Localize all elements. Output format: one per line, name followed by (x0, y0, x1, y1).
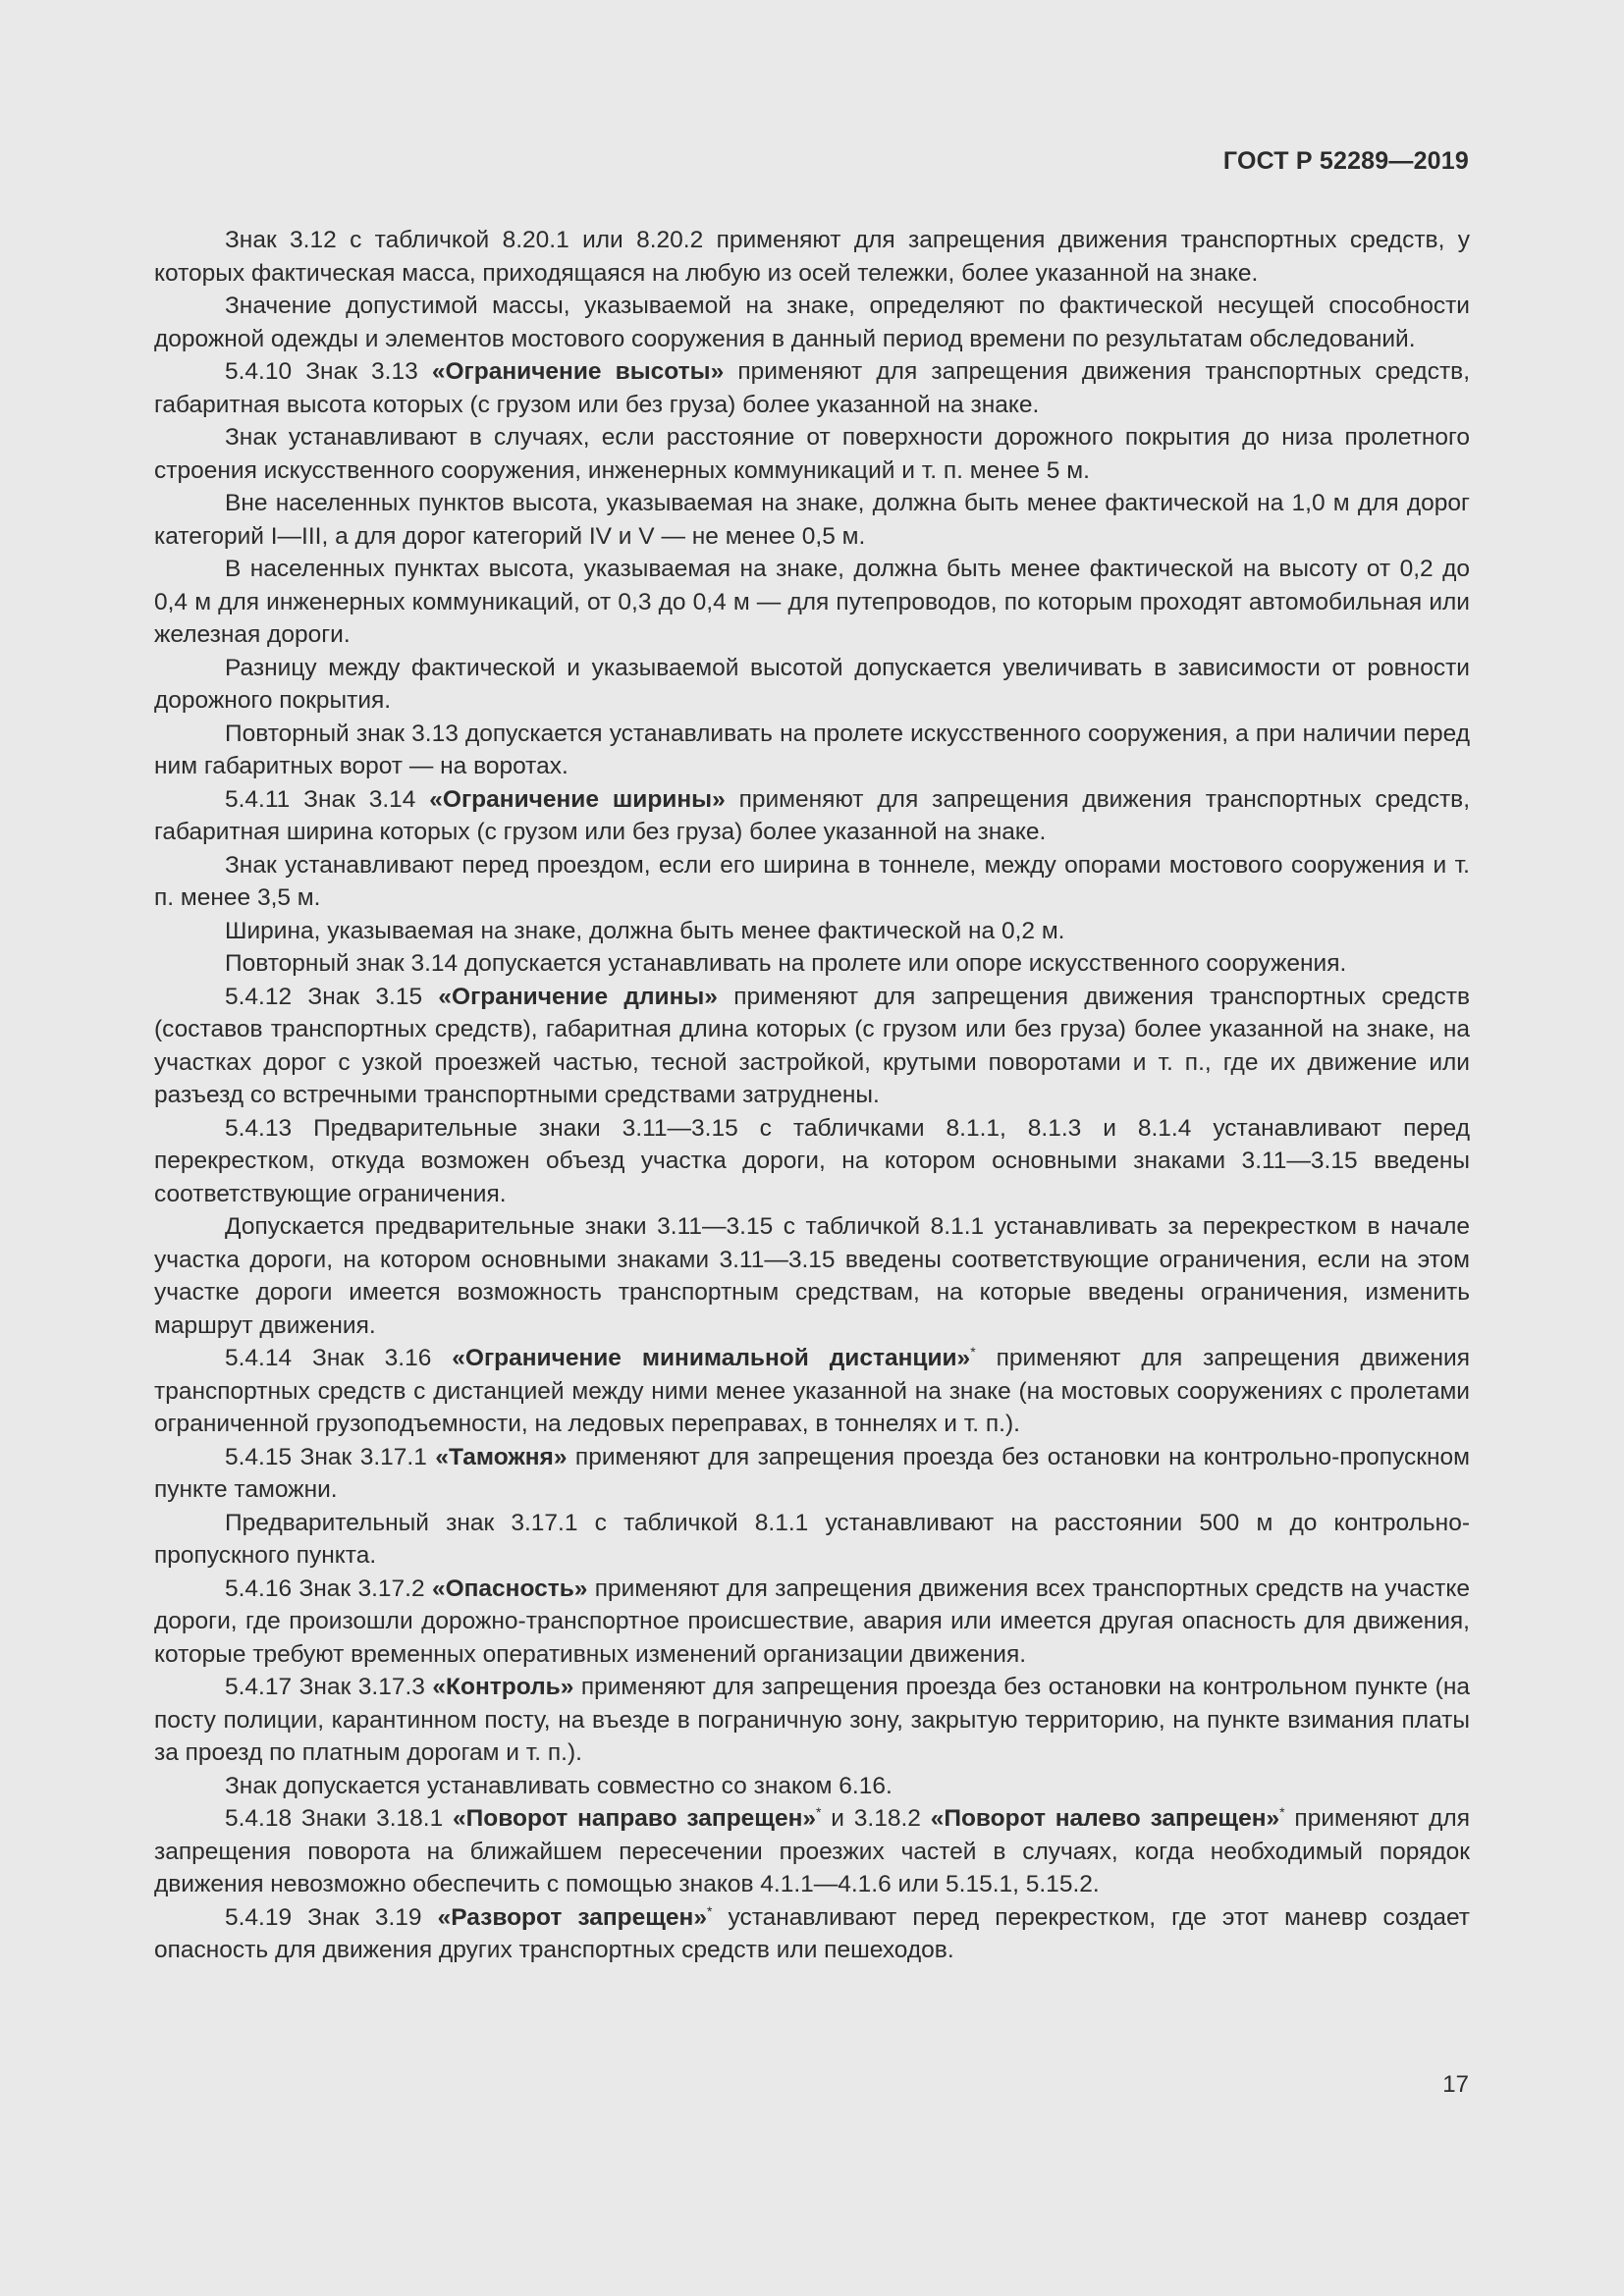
paragraph-text: применяют для запрещения движения транспортных средств (составов транспортных средств), габаритная длина которых (с грузом или без груза) более указанной на знаке, на участках дорог с узкой проезжей частью, тесной застройкой, крутыми поворотами и т. п., где их движение или разъезд со встречными транспортными средствами затруднены. (154, 983, 1470, 1108)
body-paragraph (154, 783, 1470, 849)
sign-name: «Ограничение ширины» (429, 785, 726, 813)
footnote-marker: * (1279, 1803, 1285, 1820)
sign-name: «Ограничение минимальной дистанции» (452, 1345, 971, 1371)
body-paragraph (154, 718, 1470, 783)
body-paragraph (154, 1901, 1470, 1967)
body-paragraph (154, 1210, 1470, 1342)
paragraph-text: устанавливают перед перекрестком, где этот маневр создает опасность для движения других транспортных средств или пешеходов. (154, 1903, 1471, 1963)
paragraph-text: и 3.18.2 (821, 1805, 931, 1832)
page-number: 17 (1442, 2071, 1469, 2098)
body-paragraph (154, 421, 1470, 487)
paragraph-text: Знак устанавливают перед проездом, если его ширина в тоннеле, между опорами мостового сооружения и т. п. менее 3,5 м. (154, 851, 1470, 911)
sign-name: «Поворот налево запрещен» (930, 1805, 1280, 1832)
footnote-marker: * (816, 1803, 822, 1820)
paragraph-text: 5.4.11 Знак 3.14 (225, 785, 430, 813)
document-body (154, 224, 1470, 1967)
body-paragraph (154, 652, 1470, 718)
paragraph-text: применяют для запрещения поворота на ближайшем пересечении проезжих частей в случаях, когда необходимый порядок движения невозможно обеспечить с помощью знаков 4.1.1—4.1.6 или 5.15.1, 5.15.2. (154, 1805, 1470, 1897)
sign-name: «Ограничение высоты» (431, 358, 725, 385)
paragraph-text: 5.4.13 Предварительные знаки 3.11—3.15 с табличками 8.1.1, 8.1.3 и 8.1.4 устанавливают перед перекрестком, откуда возможен объезд участка дороги, на котором основными знаками 3.11—3.15 введены соответствующие ограничения. (154, 1114, 1470, 1207)
paragraph-text: применяют для запрещения движения всех транспортных средств на участке дороги, где произошли дорожно-транспортное происшествие, авария или имеется другая опасность для движения, которые требуют временных оперативных изменений организации движения. (154, 1575, 1470, 1668)
sign-name: «Таможня» (435, 1443, 568, 1470)
footnote-marker: * (706, 1902, 713, 1919)
paragraph-text: Вне населенных пунктов высота, указываемая на знаке, должна быть менее фактической на 1,0 м для дорог категорий I—III, а для дорог категорий IV и V — не менее 0,5 м. (154, 490, 1470, 550)
footnote-marker: * (970, 1343, 976, 1360)
paragraph-text: 5.4.14 Знак 3.16 (225, 1345, 453, 1371)
paragraph-text: 5.4.16 Знак 3.17.2 (225, 1575, 432, 1602)
sign-name: «Разворот запрещен» (437, 1903, 707, 1931)
body-paragraph (154, 1342, 1470, 1441)
paragraph-text: Значение допустимой массы, указываемой на знаке, определяют по фактической несущей способности дорожной одежды и элементов мостового сооружения в данный период времени по результатам обследований. (154, 293, 1470, 352)
sign-name: «Поворот направо запрещен» (453, 1805, 817, 1832)
paragraph-text: Знак устанавливают в случаях, если расстояние от поверхности дорожного покрытия до низа пролетного строения искусственного сооружения, инженерных коммуникаций и т. п. менее 5 м. (154, 424, 1470, 484)
paragraph-text: Повторный знак 3.14 допускается устанавливать на пролете или опоре искусственного сооружения. (225, 950, 1347, 977)
body-paragraph (154, 849, 1470, 915)
body-paragraph (154, 355, 1470, 421)
body-paragraph (154, 1573, 1470, 1672)
paragraph-text: 5.4.18 Знаки 3.18.1 (225, 1805, 454, 1832)
paragraph-text: В населенных пунктах высота, указываемая на знаке, должна быть менее фактической на высоту от 0,2 до 0,4 м для инженерных коммуникаций, от 0,3 до 0,4 м — для путепроводов, по которым проходят автомобильная или железная дороги. (154, 556, 1470, 648)
paragraph-text: 5.4.15 Знак 3.17.1 (225, 1443, 436, 1470)
paragraph-text: Разницу между фактической и указываемой высотой допускается увеличивать в зависимости от ровности дорожного покрытия. (154, 654, 1470, 714)
body-paragraph (154, 1802, 1470, 1901)
paragraph-text: применяют для запрещения движения транспортных средств, габаритная ширина которых (с грузом или без груза) более указанной на знаке. (154, 785, 1471, 845)
body-paragraph (154, 915, 1470, 948)
paragraph-text: 5.4.10 Знак 3.13 (225, 358, 432, 385)
paragraph-text: Предварительный знак 3.17.1 с табличкой 8.1.1 устанавливают на расстоянии 500 м до контрольно-пропускного пункта. (154, 1509, 1470, 1569)
body-paragraph (154, 1112, 1470, 1211)
paragraph-text: 5.4.19 Знак 3.19 (225, 1903, 438, 1931)
sign-name: «Ограничение длины» (438, 983, 718, 1010)
body-paragraph (154, 1507, 1470, 1573)
paragraph-text: Допускается предварительные знаки 3.11—3.15 с табличкой 8.1.1 устанавливать за перекрестком в начале участка дороги, на котором основными знаками 3.11—3.15 введены соответствующие ограничения, если на этом участке дороги имеется возможность транспортным средствам, на которые введены ограничения, изменить маршрут движения. (154, 1213, 1470, 1339)
sign-name: «Контроль» (432, 1674, 574, 1700)
paragraph-text: применяют для запрещения проезда без остановки на контрольно-пропускном пункте таможни. (154, 1443, 1470, 1503)
paragraph-text: применяют для запрещения проезда без остановки на контрольном пункте (на посту полиции, карантинном посту, на въезде в пограничную зону, закрытую территорию, на пункте взимания платы за проезд по платным дорогам и т. п.). (154, 1674, 1470, 1766)
body-paragraph (154, 224, 1470, 290)
paragraph-text: Знак 3.12 с табличкой 8.20.1 или 8.20.2 применяют для запрещения движения транспортных средств, у которых фактическая масса, приходящаяся на любую из осей тележки, более указанной на знаке. (154, 227, 1470, 287)
paragraph-text: применяют для запрещения движения транспортных средств с дистанцией между ними менее указанной на знаке (на мостовых сооружениях с пролетами ограниченной грузоподъемности, на ледовых переправах, в тоннелях и т. п.). (154, 1345, 1470, 1437)
body-paragraph (154, 487, 1470, 553)
paragraph-text: 5.4.12 Знак 3.15 (225, 983, 439, 1010)
sign-name: «Опасность» (431, 1575, 588, 1602)
document-code-header: ГОСТ Р 52289—2019 (1222, 147, 1469, 175)
body-paragraph (154, 1671, 1470, 1770)
body-paragraph (154, 290, 1470, 355)
body-paragraph (154, 981, 1470, 1112)
paragraph-text: Повторный знак 3.13 допускается устанавливать на пролете искусственного сооружения, а при наличии перед ним габаритных ворот — на воротах. (154, 720, 1470, 779)
paragraph-text: Знак допускается устанавливать совместно со знаком 6.16. (225, 1772, 893, 1799)
paragraph-text: 5.4.17 Знак 3.17.3 (225, 1674, 433, 1700)
paragraph-text: Ширина, указываемая на знаке, должна быть менее фактической на 0,2 м. (225, 917, 1065, 944)
body-paragraph (154, 1441, 1470, 1507)
body-paragraph (154, 1770, 1470, 1803)
paragraph-text: применяют для запрещения движения транспортных средств, габаритная высота которых (с грузом или без груза) более указанной на знаке. (154, 358, 1471, 418)
body-paragraph (154, 947, 1470, 981)
body-paragraph (154, 553, 1470, 652)
